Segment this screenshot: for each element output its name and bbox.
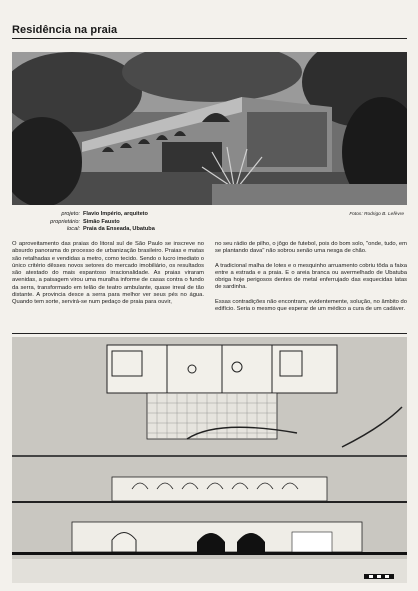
article-paragraph: A tradicional malha de lotes e o mesquinho arruamento cobriu tôda a faixa entre a estrada e a praia. E o areia branca ou avermelhado de Ubatuba obriga hoje perigosos dentes de metal enferrujado das esquecidas latas de sardinha. xyxy=(215,262,407,291)
terrace-grid xyxy=(147,393,277,439)
article-column-right xyxy=(215,241,407,313)
credit-label: proprietário: xyxy=(50,218,80,225)
article-paragraph: O aproveitamento das praias do litoral sul de São Paulo se inscreve no absurdo panorama do processo de urbanização brasileiro. Praias e matas são retalhadas e vendidas a metro, como tecido. Sendo o lucro imediato o único critério dêsses novos setores do mercado imobiliário, os resultados são atestado do mais espantoso irracionalidade. As praias viraram avenidas, a paisagem virou uma muralha informe de casas contra o fundo da serra, transformado em telão de teatro ambulante, quase irreal de tão distante. A provincia desce a serra para melhor ver seus pés no água. Quando tem sorte, servirá-se num pedaço de praia para ouvir, xyxy=(12,241,204,306)
credit-value: Simão Fausto xyxy=(83,218,120,225)
floor-plan xyxy=(107,345,337,393)
credit-owner xyxy=(12,219,407,227)
credit-value: Praia da Enseada, Ubatuba xyxy=(83,226,155,232)
credit-value: Flavio Império, arquiteto xyxy=(83,211,148,217)
credit-label: local: xyxy=(66,226,80,232)
title-rule xyxy=(12,38,407,39)
photo-credit: Fotos: Rodrigo B. Lefèvre xyxy=(349,212,404,217)
credit-label: projeto: xyxy=(61,211,80,217)
article-column-left xyxy=(12,241,204,307)
project-credits xyxy=(12,211,407,234)
plans-rule xyxy=(12,333,407,334)
credit-location xyxy=(12,226,407,234)
house-photo xyxy=(12,52,407,205)
article-paragraph: Essas contradições não encontram, evidentemente, solução, no âmbito do edifício. Seria o mesmo que esperar de um médico a cura de um cadáver. xyxy=(215,298,407,313)
floor-plan-drawing xyxy=(12,337,407,583)
page-title: Residência na praia xyxy=(12,24,118,36)
article-paragraph: no seu rádio de pilho, o jôgo de futebol, pois do bom solo, "onde, tudo, em se plantando dava" não sobrou senão uma nesga de chão. xyxy=(215,241,407,255)
credit-architect xyxy=(12,211,407,219)
scale-bar xyxy=(364,574,394,579)
